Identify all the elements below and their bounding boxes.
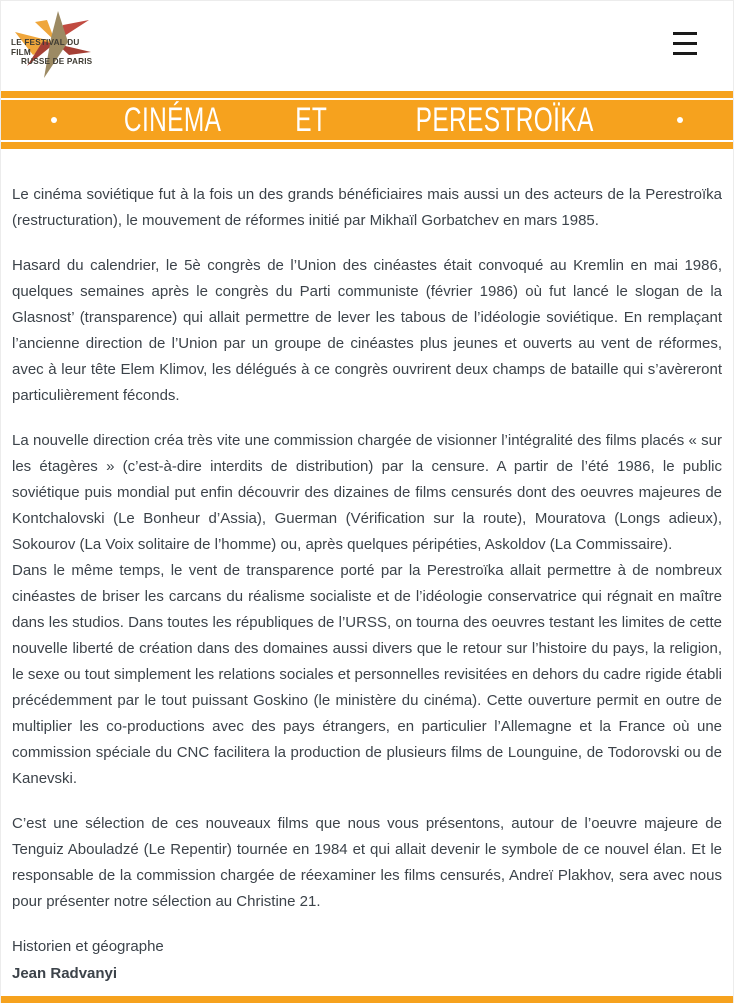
festival-logo-text: [11, 38, 99, 67]
article-paragraph: Hasard du calendrier, le 5è congrès de l’Union des cinéastes était convoqué au Kremlin en mai 1986, quelques semaines après le congrès du Parti communiste (février 1986) où fut lancé le slogan de la Glasnost’ (transparence) qui allait permettre de lever les tabous de l’idéologie soviétique. En remplaçant l’ancienne direction de l’Union par un groupe de cinéastes plus jeunes et ouverts au vent de réformes, avec à leur tête Elem Klimov, les délégués à ce congrès ouvrirent deux champs de bataille qui s’avèreront particulièrement féconds.: [12, 257, 722, 404]
author-role: Historien et géographe: [12, 938, 164, 955]
site-header: [1, 1, 733, 91]
festival-logo[interactable]: [9, 10, 101, 80]
article-paragraph: C’est une sélection de ces nouveaux films que nous vous présentons, autour de l’oeuvre majeure de Tenguiz Abouladzé (Le Repentir) tournée en 1984 et qui allait devenir le symbole de ce nouvel élan. Et le responsable de la commission chargée de réexaminer les films censurés, Andreï Plakhov, sera avec nous pour présenter notre sélection au Christine 21.: [12, 815, 722, 910]
banner-right-dot: [677, 117, 683, 123]
banner-title-word: PERESTROÏKA: [416, 100, 595, 140]
banner-title-word: CINÉMA: [124, 100, 222, 140]
banner-title-word: ET: [294, 100, 327, 140]
banner-top-strip: [1, 91, 733, 98]
title-banner: [1, 91, 733, 149]
hamburger-bar: [673, 42, 697, 45]
banner-left-dot: [51, 117, 57, 123]
logo-line-1: LE FESTIVAL DU FILM: [11, 38, 80, 57]
article-paragraph: Dans le même temps, le vent de transparence porté par la Perestroïka allait permettre à de nombreux cinéastes de briser les carcans du réalisme socialiste et de l’idéologie conservatrice qui régnait en maître dans les studios. Dans toutes les républiques de l’URSS, on tourna des oeuvres testant les limites de cette nouvelle liberté de création dans des domaines aussi divers que le retour sur l’histoire du pays, la religion, le sexe ou tout simplement les relations sociales et personnelles revisitées en dehors du cadre rigide établi précédemment par le tout puissant Goskino (le ministère du cinéma). Cette ouverture permit en outre de multiplier les co-productions avec des pays étrangers, en particulier l’Allemagne et la France où une commission spéciale du CNC facilitera la production de plusieurs films de Lounguine, de Todorovski ou de Kanevski.: [12, 562, 722, 787]
banner-title-bar: [1, 100, 733, 140]
article-paragraph: La nouvelle direction créa très vite une commission chargée de visionner l’intégralité des films placés « sur les étagères » (c’est-à-dire interdits de distribution) par la censure. A partir de l’été 1986, le public soviétique puis mondial put enfin découvrir des dizaines de films censurés dont des oeuvres majeures de Kontchalovski (Le Bonheur d’Assia), Guerman (Vérification sur la route), Mouratova (Longs adieux), Sokourov (La Voix solitaire de l’homme) ou, après quelques péripéties, Askoldov (La Commissaire).: [12, 432, 722, 553]
hamburger-menu-icon[interactable]: [673, 32, 697, 55]
author-name: Jean Radvanyi: [12, 965, 118, 982]
article-body: [1, 149, 733, 987]
footer-orange-strip: [1, 996, 733, 1003]
logo-line-2: RUSSE DE PARIS: [21, 57, 93, 66]
banner-bottom-strip: [1, 142, 733, 149]
article-paragraph: Le cinéma soviétique fut à la fois un des grands bénéficiaires mais aussi un des acteurs de la Perestroïka (restructuration), le mouvement de réformes initié par Mikhaïl Gorbatchev en mars 1985.: [12, 186, 722, 229]
hamburger-bar: [673, 32, 697, 35]
hamburger-bar: [673, 52, 697, 55]
